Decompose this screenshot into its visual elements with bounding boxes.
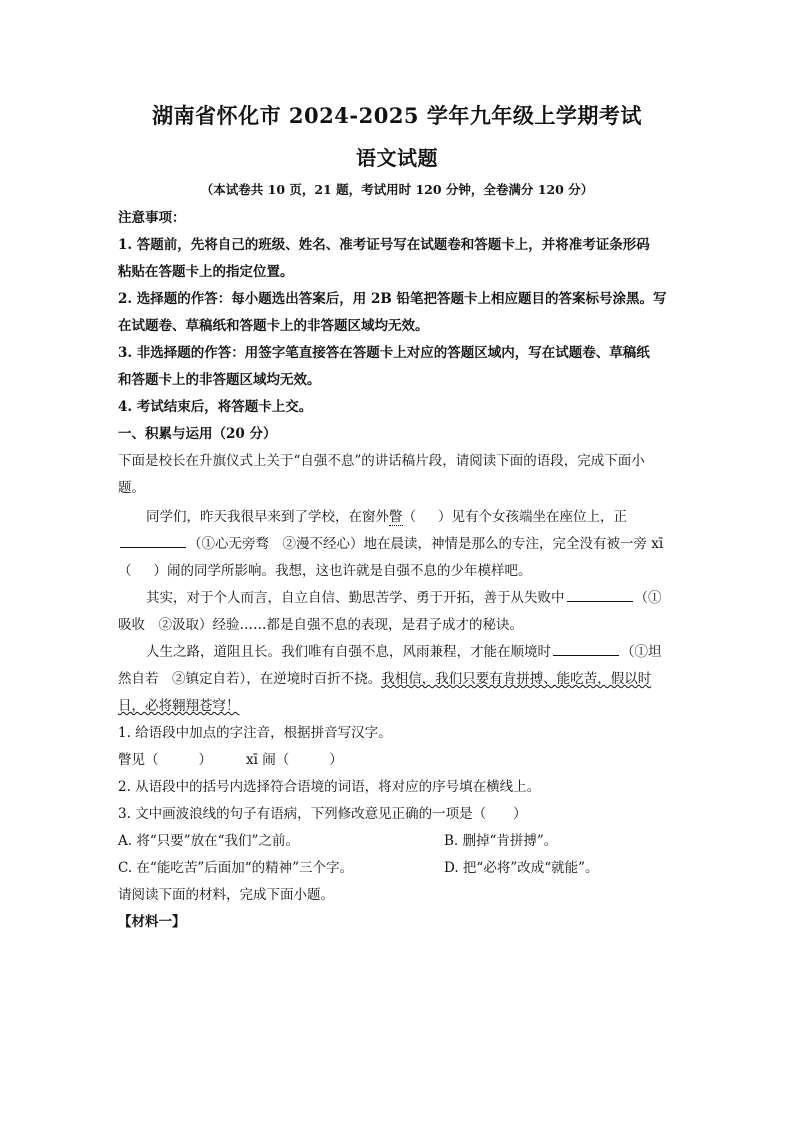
q1-label-a: 瞥见（ xyxy=(118,752,159,768)
q1-close-a: ） xyxy=(198,752,212,768)
notice-heading: 注意事项： xyxy=(118,210,186,226)
section-1-intro-line-2: 题。 xyxy=(118,480,145,496)
notice-item-4: 4. 考试结束后，将答题卡上交。 xyxy=(118,399,313,415)
passage-line-1 xyxy=(146,508,678,526)
passage-line-6 xyxy=(146,643,678,661)
exam-title: 湖南省怀化市 2024-2025 学年九年级上学期考试 xyxy=(152,103,642,128)
option-c[interactable]: C. 在“能吃苦”后面加“的精神”三个字。 xyxy=(118,860,354,876)
passage-text: 其实，对于个人而言，自立自信、勤思苦学、勇于开拓，善于从失败中 xyxy=(146,590,565,606)
question-1: 1. 给语段中加点的字注音，根据拼音写汉字。 xyxy=(118,725,392,741)
dotted-char: 瞥 xyxy=(389,509,403,525)
wavy-sentence: 日，必将翱翔苍穹！ xyxy=(118,698,240,714)
passage-text: 然自若 ②镇定自若），在逆境时百折不挠。 xyxy=(118,671,382,687)
notice-item-3-line-1: 3. 非选择题的作答：用签字笔直接答在答题卡上对应的答题区域内，写在试题卷、草稿纸 xyxy=(118,345,650,361)
material-1-heading: 【材料一】 xyxy=(118,914,186,930)
passage-line-3 xyxy=(118,562,678,580)
passage-line-7 xyxy=(118,670,678,688)
passage-text: 同学们，昨天我很早来到了学校，在窗外 xyxy=(146,509,389,525)
paren-open: （ xyxy=(402,509,416,525)
passage-text: （①心无旁骛 ②漫不经心）地在晨读，神情是那么的专注，完全没有被一旁 xī xyxy=(188,536,664,552)
question-3: 3. 文中画波浪线的句子有语病，下列修改意见正确的一项是（ ） xyxy=(118,806,527,822)
answer-blank[interactable] xyxy=(553,643,619,656)
passage-line-8 xyxy=(118,697,678,715)
exam-subtitle: 语文试题 xyxy=(356,146,438,170)
option-b[interactable]: B. 删掉“肯拼搏”。 xyxy=(444,833,558,849)
section-1-intro-line-1: 下面是校长在升旗仪式上关于“自强不息”的讲话稿片段，请阅读下面的语段，完成下面小 xyxy=(118,453,645,469)
passage-line-2 xyxy=(118,535,678,553)
answer-blank[interactable] xyxy=(120,535,186,548)
notice-item-3-line-2: 和答题卡上的非答题区域均无效。 xyxy=(118,372,321,388)
passage-text: （①坦 xyxy=(621,644,662,660)
option-d[interactable]: D. 把“必将”改成“就能”。 xyxy=(444,860,599,876)
passage-line-4 xyxy=(146,589,678,607)
passage-text: 人生之路，道阻且长。我们唯有自强不息，风雨兼程，才能在顺境时 xyxy=(146,644,551,660)
wavy-sentence: 我相信，我们只要有肯拼搏、能吃苦，假以时 xyxy=(381,671,652,687)
passage-text: ）见有个女孩端坐在座位上，正 xyxy=(438,509,627,525)
section-1-heading: 一、积累与运用（20 分） xyxy=(118,426,277,442)
q1-close-b: ） xyxy=(329,752,343,768)
option-a[interactable]: A. 将“只要”放在“我们”之前。 xyxy=(118,833,299,849)
notice-item-2-line-2: 在试题卷、草稿纸和答题卡上的非答题区域均无效。 xyxy=(118,318,429,334)
notice-item-1-line-2: 粘贴在答题卡上的指定位置。 xyxy=(118,264,294,280)
paren-open: （ xyxy=(118,563,132,579)
passage-text: （① xyxy=(634,590,662,606)
q1-label-b: xī 闹（ xyxy=(246,752,290,768)
question-2: 2. 从语段中的括号内选择符合语境的词语，将对应的序号填在横线上。 xyxy=(118,779,541,795)
passage-line-5: 吸收 ②汲取）经验……都是自强不息的表现，是君子成才的秘诀。 xyxy=(118,617,523,633)
passage-text: ）闹的同学所影响。我想，这也许就是自强不息的少年模样吧。 xyxy=(153,563,532,579)
answer-blank[interactable] xyxy=(567,589,633,602)
notice-item-1-line-1: 1. 答题前，先将自己的班级、姓名、准考证号写在试题卷和答题卡上，并将准考证条形码 xyxy=(118,237,650,253)
exam-note: （本试卷共 10 页，21 题，考试用时 120 分钟，全卷满分 120 分） xyxy=(200,182,594,197)
notice-item-2-line-1: 2. 选择题的作答：每小题选出答案后，用 2B 铅笔把答题卡上相应题目的答案标号涂黑。写 xyxy=(118,291,667,307)
material-intro: 请阅读下面的材料，完成下面小题。 xyxy=(118,887,334,903)
question-1-answers xyxy=(118,751,678,769)
